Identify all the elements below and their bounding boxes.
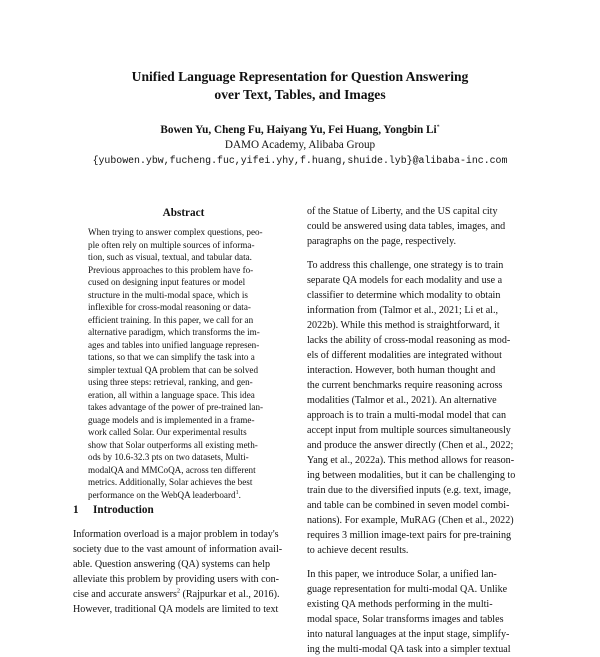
body-line: to achieve decent results. (307, 545, 409, 556)
abstract-line: modalQA and MMCoQA, across ten different (88, 464, 256, 475)
right-column (307, 204, 528, 657)
section-heading-introduction (73, 504, 154, 516)
body-line: accept input from multiple sources simultaneously (307, 425, 511, 436)
abstract-line-text: performance on the WebQA leaderboard (88, 489, 236, 500)
footnote-1-mark: 1 (235, 489, 239, 496)
body-line: In this paper, we introduce Solar, a unified lan- (307, 569, 497, 580)
body-line: train due to the diversified inputs (e.g. text, image, (307, 485, 512, 496)
abstract-line: simpler textual QA problem that can be solved (88, 364, 259, 375)
body-line: 2022b). While this method is straightforward, it (307, 320, 500, 331)
intro-line: However, traditional QA models are limited to text (73, 604, 279, 615)
body-line: and table can be combined in seven model combi- (307, 500, 510, 511)
body-line: could be answered using data tables, images, and (307, 221, 506, 232)
body-line: approach is to train a multi-modal model that can (307, 410, 507, 421)
abstract-line: ple often rely on multiple sources of informa- (88, 239, 255, 250)
title-line-1: Unified Language Representation for Question Answering (131, 69, 469, 84)
abstract-line: Previous approaches to this problem have fo- (88, 264, 254, 275)
author-names-line (0, 123, 600, 138)
body-line: the current benchmarks require reasoning across (307, 380, 503, 391)
intro-paragraph (73, 527, 294, 617)
abstract-line: efficient training. In this paper, we call for an (88, 314, 254, 325)
section-number: 1 (73, 504, 79, 516)
body-line: lacks the ability of cross-modal reasoning as mod- (307, 335, 511, 346)
body-line: and produce the answer directly (Chen et al., 2022; (307, 440, 514, 451)
body-line: Yang et al., 2022a). This method allows for reason- (307, 455, 515, 466)
paper-title (0, 68, 600, 104)
body-line: ing between modalities, but it can be challenging to (307, 470, 516, 481)
abstract-line: structure in the multi-modal space, which is (88, 289, 248, 300)
intro-line: alleviate this problem by providing users with con- (73, 574, 280, 585)
body-line: paragraphs on the page, respectively. (307, 236, 457, 247)
intro-line-citation: (Rajpurkar et al., 2016). (179, 589, 280, 600)
abstract-heading: Abstract (162, 207, 205, 219)
abstract-line: using three steps: retrieval, ranking, and gen- (88, 377, 253, 387)
body-line: els of different modalities are integrated without (307, 350, 502, 361)
abstract-line: cused on designing input features or model (88, 277, 246, 287)
body-line: information from (Talmor et al., 2021; Li et al., (307, 305, 499, 316)
paragraph-gap (307, 558, 528, 567)
author-names: Bowen Yu, Cheng Fu, Haiyang Yu, Fei Huang, Yongbin Li (160, 124, 437, 136)
abstract-line: When trying to answer complex questions, peo- (88, 227, 263, 237)
abstract-last-line (88, 489, 279, 502)
body-line: modalities (Talmor et al., 2021). An alternative (307, 395, 497, 406)
abstract-line: guage models and is implemented in a frame- (88, 414, 255, 425)
abstract-line: show that Solar outperforms all existing meth- (88, 439, 258, 450)
abstract-line: tion, such as visual, textual, and tabular data. (88, 252, 252, 262)
abstract-line: work called Solar. Our experimental results (88, 427, 247, 437)
abstract-line: alternative paradigm, which transforms the im- (88, 327, 260, 337)
paragraph-gap (307, 249, 528, 258)
intro-line: society due to the vast amount of information avail- (73, 544, 283, 555)
body-line: nations). For example, MuRAG (Chen et al., 2022) (307, 515, 514, 526)
abstract-end: . (238, 489, 241, 500)
body-line: ing the multi-modal QA task into a simpler textual (307, 644, 511, 655)
body-line: into natural languages at the input stage, simplify- (307, 629, 510, 640)
body-line: requires 3 million image-text pairs for pre-training (307, 530, 512, 541)
author-block (0, 123, 600, 168)
abstract-body (88, 226, 279, 501)
body-line: separate QA models for each modality and use a (307, 275, 503, 286)
abstract-line: takes advantage of the power of pre-trained lan- (88, 402, 264, 412)
abstract-line: ages and tables into unified language represen- (88, 339, 260, 350)
abstract-line: inflexible for cross-modal reasoning or data- (88, 302, 251, 312)
abstract-line: metrics. Additionally, Solar achieves the best (88, 477, 253, 487)
abstract-line: ods by 10.6-32.3 pts on two datasets, Multi- (88, 452, 249, 462)
body-line: modal space, Solar transforms images and tables (307, 614, 504, 625)
title-line-2: over Text, Tables, and Images (214, 87, 386, 102)
body-line: classifier to determine which modality to obtain (307, 290, 501, 301)
footnote-2-mark: 2 (176, 588, 180, 595)
body-line: existing QA methods performing in the multi- (307, 599, 493, 610)
author-mark: * (436, 124, 440, 131)
author-emails: {yubowen.ybw,fucheng.fuc,yifei.yhy,f.huang,shuide.lyb}@alibaba-inc.com (92, 155, 508, 166)
abstract-line: eration, all within a language space. This idea (88, 389, 255, 400)
abstract-line: tations, so that we can simplify the task into a (88, 352, 255, 362)
body-line: of the Statue of Liberty, and the US capital city (307, 206, 498, 217)
body-line: guage representation for multi-modal QA. Unlike (307, 584, 508, 595)
body-line: interaction. However, both human thought and (307, 365, 496, 376)
intro-line: Information overload is a major problem in today's (73, 529, 279, 540)
body-line: To address this challenge, one strategy is to train (307, 260, 504, 271)
intro-line: able. Question answering (QA) systems can help (73, 559, 271, 570)
section-title: Introduction (93, 504, 154, 516)
affiliation: DAMO Academy, Alibaba Group (224, 139, 376, 151)
intro-line-text: cise and accurate answers (73, 589, 177, 600)
